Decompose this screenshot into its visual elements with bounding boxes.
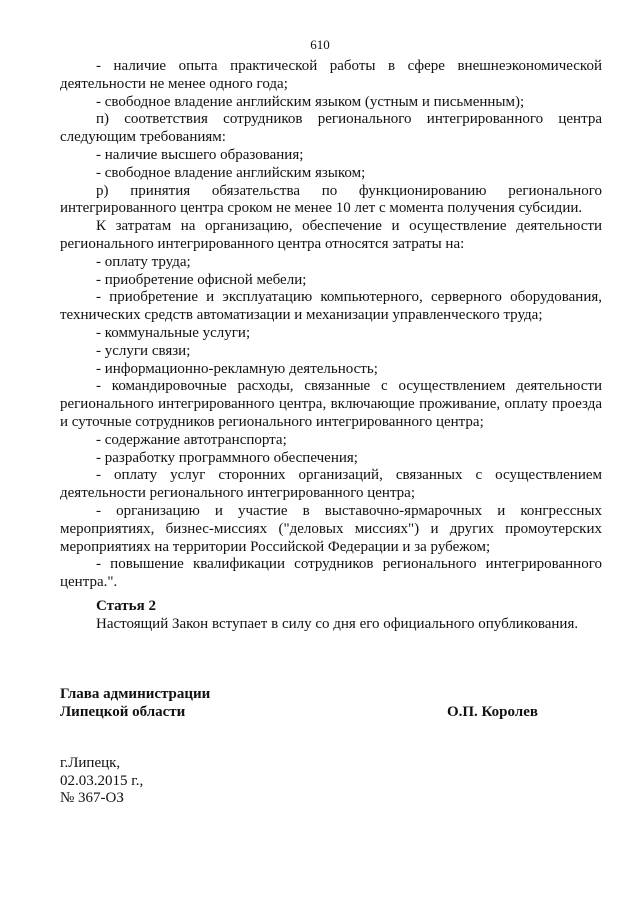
article-text: Настоящий Закон вступает в силу со дня его официального опубликования.: [96, 616, 579, 632]
paragraph: - наличие опыта практической работы в сфере внешнеэкономической деятельности не менее одного года;: [60, 58, 602, 92]
paragraph: К затратам на организацию, обеспечение и осуществление деятельности регионального интегрированного центра относятся затраты на:: [60, 218, 602, 252]
paragraph: - содержание автотранспорта;: [96, 431, 287, 448]
document-footer: [60, 755, 143, 808]
paragraph: - командировочные расходы, связанные с осуществлением деятельности регионального интегрированного центра, включающие проживание, оплату проезда и суточные сотрудников регионального интегрированного центра;: [60, 378, 602, 430]
paragraph: - коммунальные услуги;: [96, 324, 251, 341]
paragraph: - наличие высшего образования;: [96, 146, 304, 163]
signature-block: [60, 685, 602, 721]
signatory-name: О.П. Королев: [446, 704, 538, 720]
paragraph: - приобретение офисной мебели;: [96, 271, 307, 288]
document-body: [60, 58, 602, 592]
page-number: 610: [310, 37, 330, 52]
paragraph: - повышение квалификации сотрудников регионального интегрированного центра.".: [60, 556, 602, 591]
signatory-position-line2: Липецкой области: [60, 704, 186, 720]
paragraph: - организацию и участие в выставочно-ярмарочных и конгрессных мероприятиях, бизнес-миссиях ("деловых миссиях") и других промоутерских мероприятиях на территории Российской Федерации и за рубежом;: [60, 502, 602, 555]
footer-date: 02.03.2015 г.,: [60, 772, 144, 789]
signature-line: [60, 703, 602, 721]
paragraph: р) принятия обязательства по функционированию регионального интегрированного центра сроком не менее 10 лет с момента получения субсидии.: [60, 182, 602, 217]
paragraph: - свободное владение английским языком;: [96, 164, 366, 181]
paragraph: - оплату труда;: [96, 253, 191, 270]
paragraph: п) соответствия сотрудников регионального интегрированного центра следующим требованиям:: [60, 111, 602, 146]
article-title: Статья 2: [96, 598, 156, 614]
paragraph: - свободное владение английским языком (устным и письменным);: [96, 93, 525, 110]
footer-law-number: № 367-ОЗ: [60, 790, 124, 806]
footer-city: г.Липецк,: [60, 755, 121, 771]
signatory-position-line1: Глава администрации: [60, 686, 211, 702]
paragraph: - оплату услуг сторонних организаций, связанных с осуществлением деятельности регионального интегрированного центра;: [60, 467, 602, 502]
paragraph: - разработку программного обеспечения;: [96, 449, 358, 466]
paragraph: - услуги связи;: [96, 342, 191, 359]
paragraph: - приобретение и эксплуатацию компьютерного, серверного оборудования, технических средств автоматизации и механизации управленческого труда;: [60, 289, 602, 324]
article-section: [60, 597, 602, 633]
paragraph: - информационно-рекламную деятельность;: [96, 360, 378, 377]
